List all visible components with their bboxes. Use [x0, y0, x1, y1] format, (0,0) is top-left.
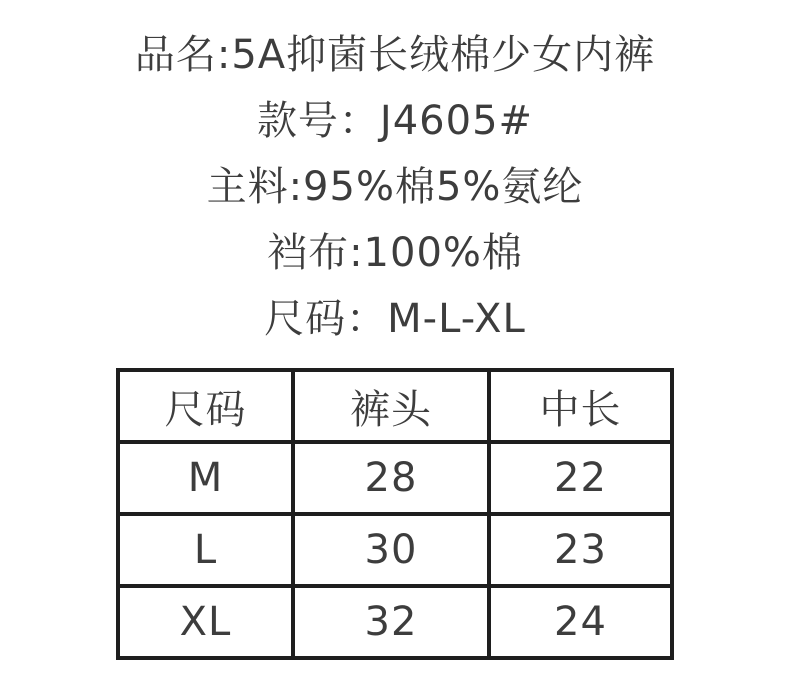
header-length-label: 中长	[489, 370, 672, 442]
size-range: 尺码：M-L-XL	[264, 296, 526, 342]
cell-length: 22	[489, 442, 672, 514]
product-info-block	[0, 22, 790, 352]
cell-waist: 28	[293, 442, 489, 514]
size-chart-table	[116, 368, 674, 660]
crotch-fabric: 裆布:100%棉	[267, 230, 523, 276]
table-row-l	[118, 514, 672, 586]
cell-waist: 32	[293, 586, 489, 658]
cell-waist: 30	[293, 514, 489, 586]
table-row-xl	[118, 586, 672, 658]
main-material: 主料:95%棉5%氨纶	[206, 164, 584, 210]
product-name: 品名:5A抑菌长绒棉少女内裤	[134, 32, 656, 78]
cell-size: L	[118, 514, 293, 586]
cell-size: M	[118, 442, 293, 514]
table-row-m	[118, 442, 672, 514]
size-chart-header-row	[118, 370, 672, 442]
header-size-label: 尺码	[118, 370, 293, 442]
header-waist-label: 裤头	[293, 370, 489, 442]
cell-size: XL	[118, 586, 293, 658]
cell-length: 24	[489, 586, 672, 658]
style-number: 款号：J4605#	[256, 98, 534, 144]
cell-length: 23	[489, 514, 672, 586]
